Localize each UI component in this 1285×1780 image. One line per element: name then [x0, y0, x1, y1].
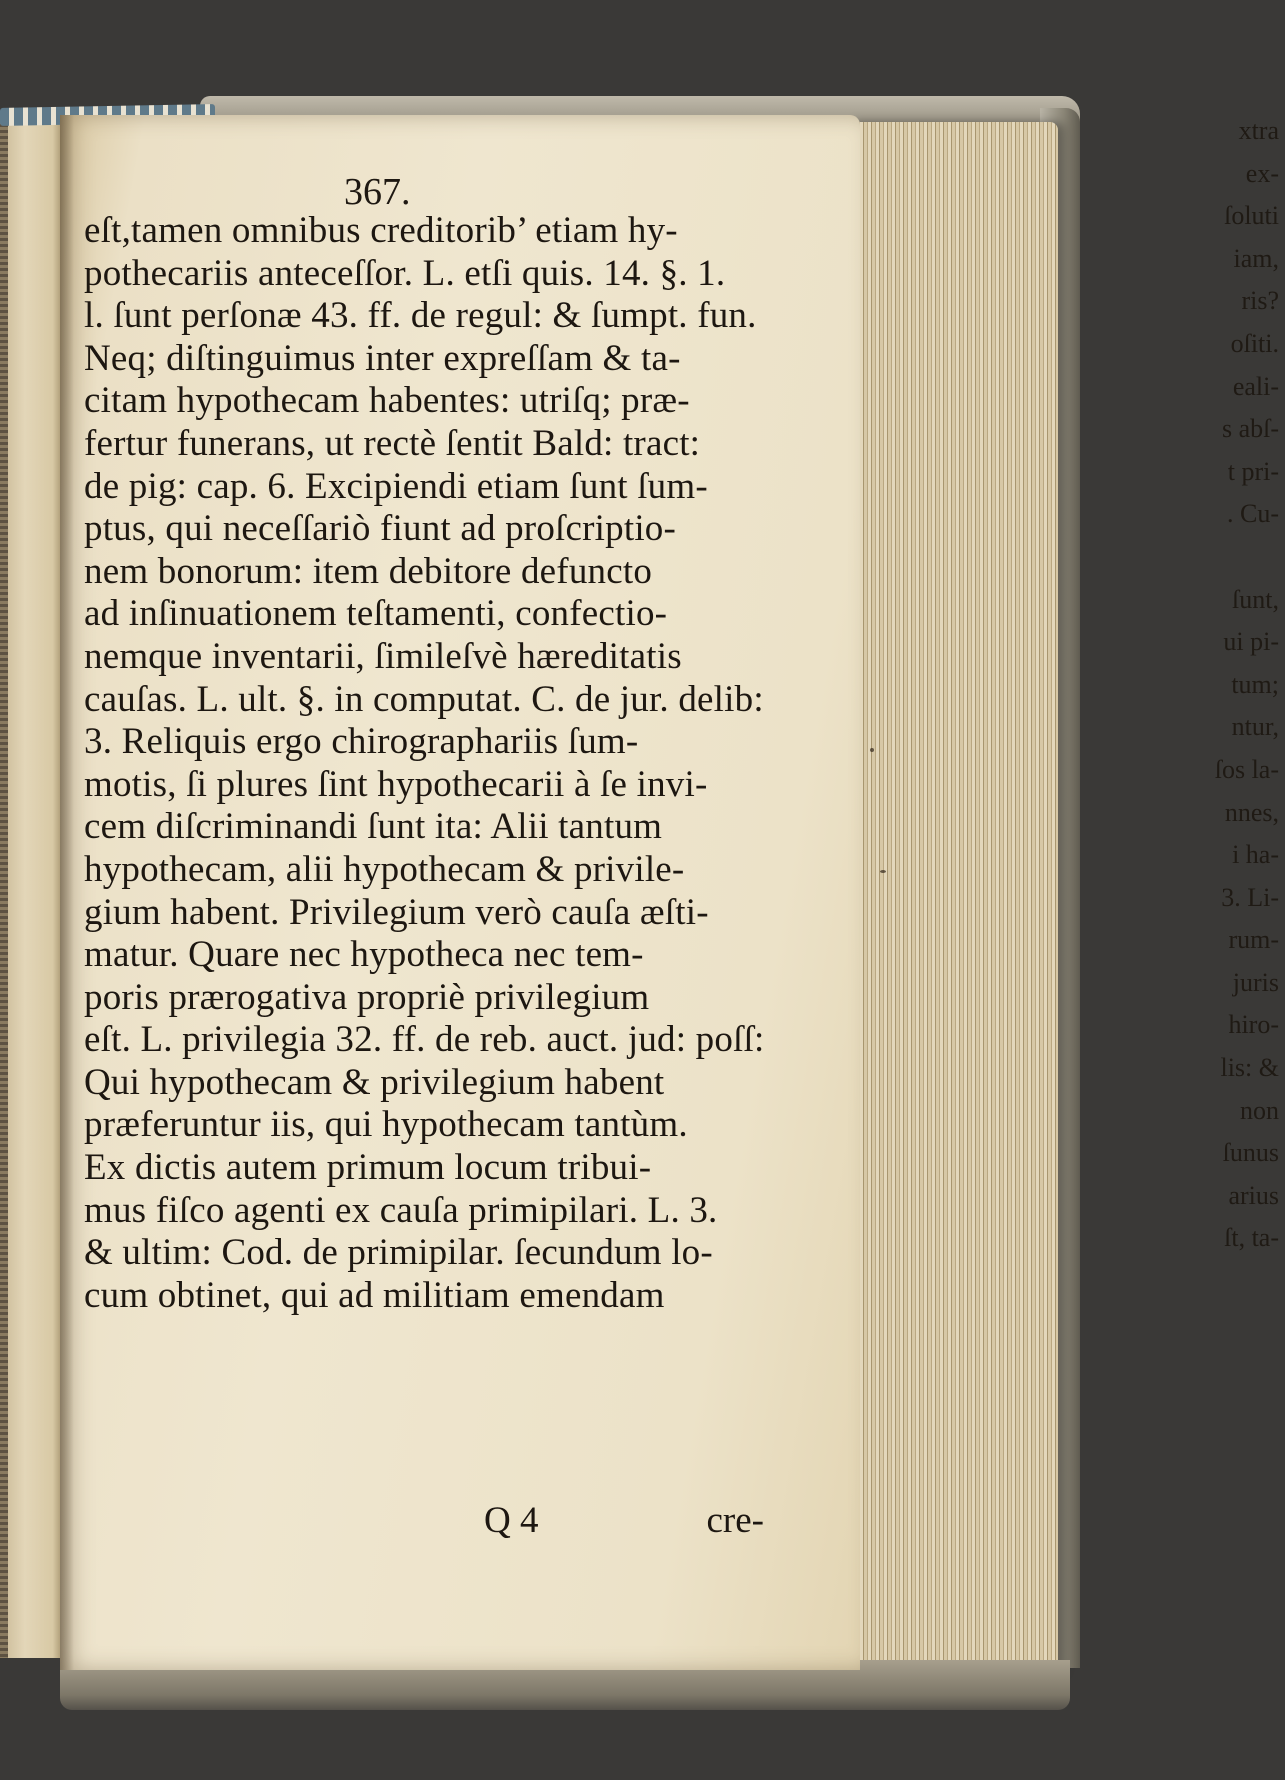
text-line: mus fiſco agenti ex cauſa primipilari. L. 3.	[84, 1189, 718, 1231]
text-line: pothecariis anteceſſor. L. etſi quis. 14. §. 1.	[84, 252, 726, 294]
left-page-fragment: . Cu-	[1227, 499, 1279, 529]
text-line: Ex dictis autem primum locum tribui-	[84, 1147, 652, 1189]
left-page-fragment: ris?	[1241, 286, 1279, 316]
text-line: cem diſcriminandi ſunt ita: Alii tantum	[84, 806, 663, 848]
text-line: citam hypothecam habentes: utriſq; præ-	[84, 380, 690, 422]
text-line: præferuntur iis, qui hypothecam tantùm.	[84, 1104, 688, 1146]
left-page-fragment: ex-	[1245, 158, 1279, 188]
ink-spot	[870, 748, 874, 752]
text-line: fertur funerans, ut rectè ſentit Bald: tract:	[84, 422, 701, 464]
text-line: cauſas. L. ult. §. in computat. C. de jur. delib:	[84, 678, 764, 720]
text-line: nemque inventarii, ſimileſvè hæreditatis	[84, 635, 682, 677]
text-line: Neq; diſtinguimus inter expreſſam & ta-	[84, 337, 681, 379]
text-line: hypothecam, alii hypothecam & privile-	[84, 848, 685, 890]
page-fore-edge	[848, 122, 1058, 1672]
page-gutter-shadow	[60, 115, 74, 1670]
text-line: de pig: cap. 6. Excipiendi etiam ſunt ſum-	[84, 465, 708, 507]
text-line: & ultim: Cod. de primipilar. ſecundum lo-	[84, 1232, 713, 1274]
left-page-fragment: oſiti.	[1230, 328, 1279, 358]
page-number: 367.	[344, 171, 411, 213]
left-page-fragment: rum-	[1228, 925, 1279, 955]
text-line: 3. Reliquis ergo chirographariis ſum-	[84, 721, 639, 763]
left-page-fragment: nnes,	[1224, 797, 1279, 827]
text-line: poris prærogativa propriè privilegium	[84, 976, 650, 1018]
left-page-fragment: hiro-	[1228, 1010, 1279, 1040]
left-page	[0, 118, 64, 1658]
left-page-fragment: 3. Li-	[1221, 882, 1279, 912]
left-page-fragment: ſunus	[1222, 1138, 1279, 1168]
left-page-fragment: eali-	[1232, 371, 1279, 401]
left-page-fragment: xtra	[1238, 116, 1279, 145]
ink-spot	[880, 870, 886, 873]
text-line: eſt. L. privilegia 32. ff. de reb. auct. jud: poſſ:	[84, 1019, 765, 1061]
left-page-fragment: ſoluti	[1224, 201, 1279, 231]
signature-mark: Q 4	[484, 1500, 539, 1541]
left-page-fragment: s abſ-	[1221, 414, 1279, 444]
footer-line	[84, 1499, 764, 1544]
text-line: Qui hypothecam & privilegium habent	[84, 1061, 665, 1103]
left-page-fragment: ntur,	[1231, 712, 1279, 742]
left-page-edge	[0, 118, 8, 1658]
text-line: ad inſinuationem teſtamenti, confectio-	[84, 593, 668, 635]
left-page-fragment: non	[1240, 1095, 1279, 1125]
left-page-fragment: lis: &	[1220, 1053, 1279, 1083]
text-line: gium habent. Privilegium verò cauſa æſti-	[84, 891, 709, 933]
text-line: ptus, qui neceſſariò fiunt ad proſcriptio-	[84, 508, 677, 550]
body-text	[84, 210, 764, 1317]
left-page-fragment	[1215, 536, 1279, 579]
left-page-fragment: ſunt,	[1232, 584, 1279, 614]
left-page-fragment: iam,	[1233, 243, 1279, 273]
text-line: cum obtinet, qui ad militiam emendam	[84, 1274, 665, 1316]
text-line: nem bonorum: item debitore defuncto	[84, 550, 653, 592]
catchword: cre-	[706, 1500, 764, 1541]
text-line: motis, ſi plures ſint hypothecarii à ſe invi-	[84, 763, 708, 805]
left-page-text-fragments	[1215, 110, 1279, 1260]
left-page-fragment: t pri-	[1227, 456, 1279, 486]
text-line: eſt,tamen omnibus creditorib’ etiam hy-	[84, 210, 678, 251]
left-page-fragment: i ha-	[1232, 840, 1279, 870]
left-page-fragment: arius	[1228, 1180, 1279, 1210]
text-line: l. ſunt perſonæ 43. ff. de regul: & ſumpt. fun.	[84, 295, 757, 337]
left-page-fragment: tum;	[1231, 669, 1279, 699]
left-page-fragment: ſt, ta-	[1224, 1223, 1279, 1253]
left-page-fragment: juris	[1232, 967, 1279, 997]
text-line: matur. Quare nec hypotheca nec tem-	[84, 934, 644, 976]
left-page-fragment: ſos la-	[1214, 754, 1279, 784]
left-page-fragment: ui pi-	[1223, 627, 1279, 657]
